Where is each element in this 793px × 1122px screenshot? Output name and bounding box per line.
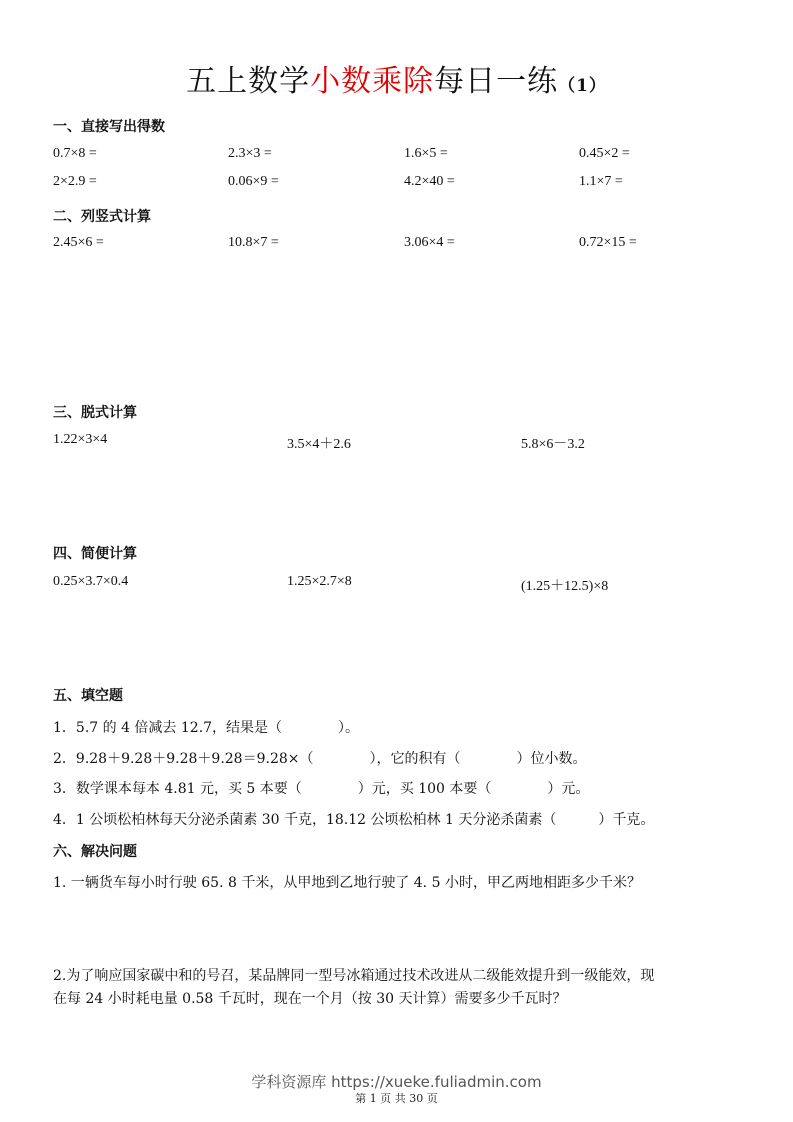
exercise-item: 10.8×7 = [228,235,279,250]
title-number: （1） [558,76,607,96]
exercise-item: 0.72×15 = [579,235,637,250]
title-part3: 每日一练 [434,64,559,99]
exercise-item: 4.2×40 = [404,174,455,189]
footer-site: 学科资源库 https://xueke.fuliadmin.com [251,1073,542,1091]
page-title [0,56,793,100]
section-heading-fill-blank: 五、填空题 [53,688,123,704]
exercise-item: 5.8×6－3.2 [521,437,585,452]
title-highlight: 小数乘除 [310,64,435,99]
exercise-item: 1.1×7 = [579,174,623,189]
exercise-item: 2.45×6 = [53,235,104,250]
exercise-item: 0.7×8 = [53,146,97,161]
title-part1: 五上数学 [186,64,311,99]
exercise-item: 3.5×4＋2.6 [287,437,351,452]
section-heading-direct: 一、直接写出得数 [53,119,165,135]
word-problem-continued: 在每 24 小时耗电量 0.58 千瓦时，现在一个月（按 30 天计算）需要多少千瓦时？ [53,991,567,1007]
exercise-item: 1.22×3×4 [53,432,108,447]
exercise-item: 3.06×4 = [404,235,455,250]
exercise-item: 2.3×3 = [228,146,272,161]
section-heading-simplify: 四、简便计算 [53,546,137,562]
exercise-item: 1.6×5 = [404,146,448,161]
page-number: 第 1 页 共 30 页 [355,1092,438,1105]
exercise-item: 1.25×2.7×8 [287,574,352,589]
section-heading-vertical: 二、列竖式计算 [53,209,151,225]
fill-blank-question: 2．9.28＋9.28＋9.28＋9.28＝9.28×（ ），它的积有（ ）位小数。 [53,751,587,767]
section-heading-word-problems: 六、解决问题 [53,844,137,860]
exercise-item: 0.45×2 = [579,146,630,161]
exercise-item: 0.25×3.7×0.4 [53,574,129,589]
exercise-item: (1.25＋12.5)×8 [521,579,609,594]
word-problem: 1. 一辆货车每小时行驶 65. 8 千米，从甲地到乙地行驶了 4. 5 小时，甲乙两地相距多少千米？ [53,875,641,891]
fill-blank-question: 1．5.7 的 4 倍减去 12.7，结果是（ ）。 [53,720,360,736]
fill-blank-question: 4．1 公顷松柏林每天分泌杀菌素 30 千克，18.12 公顷松柏林 1 天分泌杀菌素（ ）千克。 [53,812,655,828]
exercise-item: 0.06×9 = [228,174,279,189]
section-heading-stepwise: 三、脱式计算 [53,405,137,421]
fill-blank-question: 3．数学课本每本 4.81 元，买 5 本要（ ）元，买 100 本要（ ）元。 [53,781,590,797]
word-problem: 2.为了响应国家碳中和的号召，某品牌同一型号冰箱通过技术改进从二级能效提升到一级能效，现 [53,968,655,984]
exercise-item: 2×2.9 = [53,174,97,189]
